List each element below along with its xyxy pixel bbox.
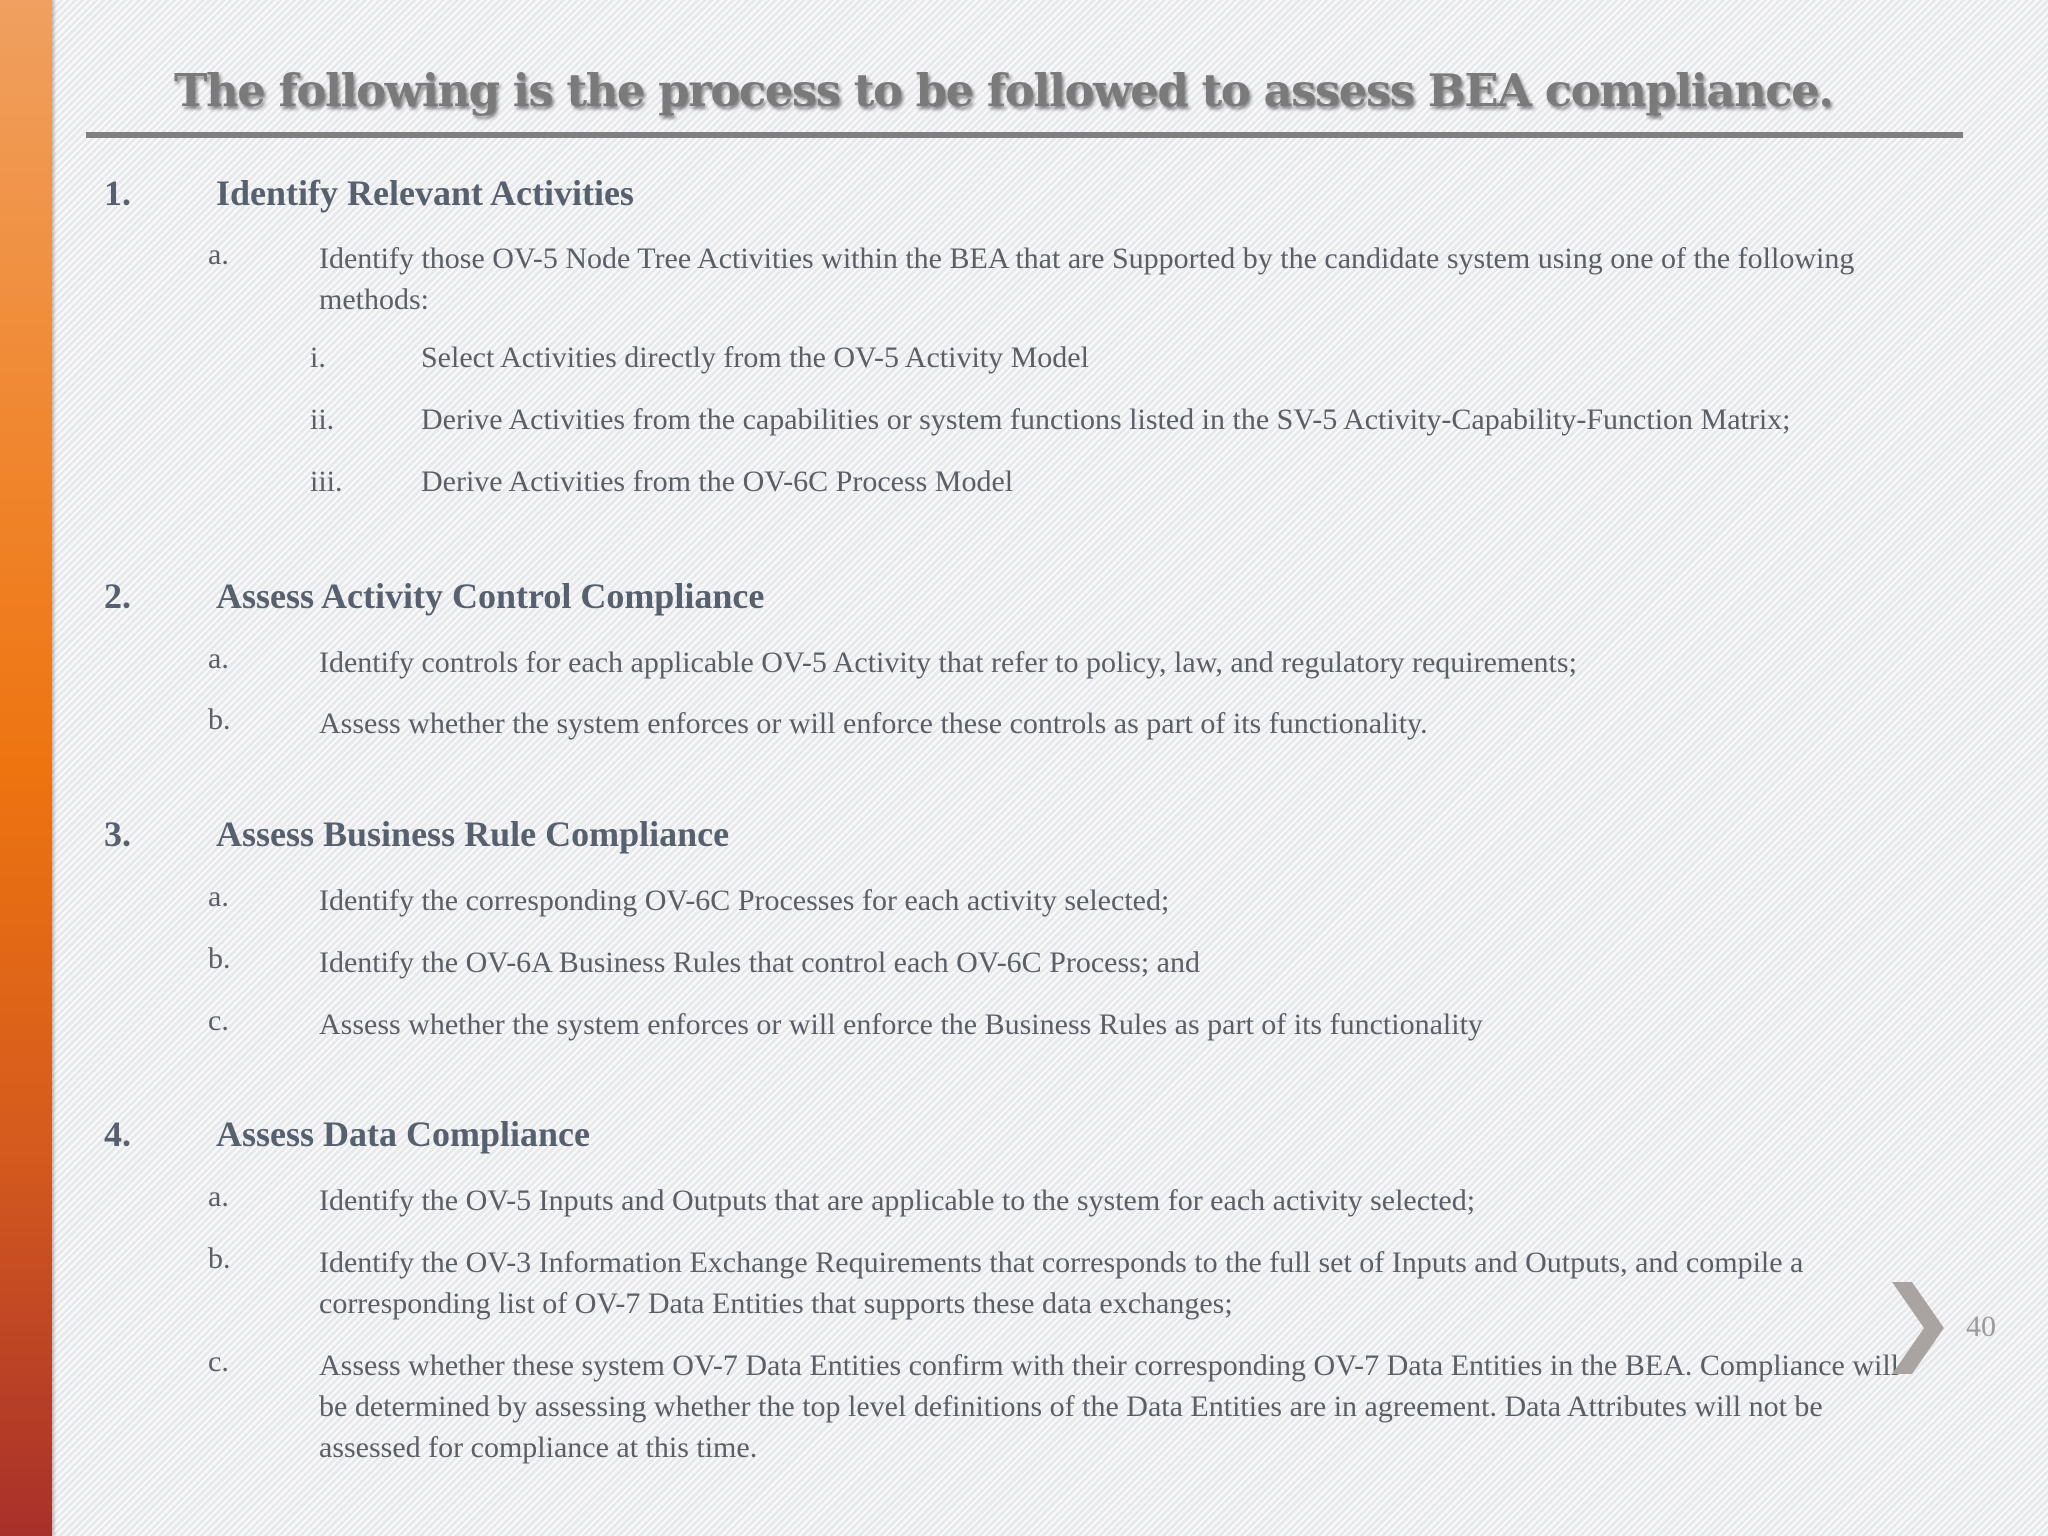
item-text: Assess whether these system OV-7 Data Entities confirm with their corresponding OV-7 Data Entities in the BEA. Compliance will be determined by assessing whether the top level definitions of the Data Entities are in agreement. Data Attributes will not be assessed for compliance at this time. [319, 1349, 1899, 1464]
subitem-text: Select Activities directly from the OV-5 Activity Model [421, 341, 1089, 374]
section-title: Assess Data Compliance [216, 1114, 590, 1154]
item-marker: c. [208, 1004, 229, 1037]
subitem-marker: ii. [310, 403, 335, 436]
chevron-right-icon[interactable] [1888, 1278, 1948, 1378]
section-number: 4. [104, 1114, 131, 1154]
page-number: 40 [1966, 1310, 1996, 1343]
subitem-marker: i. [310, 341, 326, 374]
subitem-marker: iii. [310, 465, 343, 498]
item-text: Assess whether the system enforces or will enforce the Business Rules as part of its functionality [319, 1008, 1483, 1041]
item-marker: b. [208, 942, 231, 975]
item-text: Assess whether the system enforces or will enforce these controls as part of its functionality. [319, 707, 1428, 740]
item-marker: b. [208, 1242, 231, 1275]
section-title: Assess Business Rule Compliance [216, 814, 730, 854]
item-marker: a. [208, 880, 229, 913]
section-title: Assess Activity Control Compliance [216, 576, 765, 616]
subitem-text: Derive Activities from the capabilities or system functions listed in the SV-5 Activity-Capability-Function Matrix; [421, 403, 1791, 436]
item-text: Identify the OV-3 Information Exchange Requirements that corresponds to the full set of Inputs and Outputs, and compile a corresponding list of OV-7 Data Entities that supports these data exchanges; [319, 1246, 1804, 1320]
subitem-text: Derive Activities from the OV-6C Process Model [421, 465, 1014, 498]
item-text: Identify the OV-5 Inputs and Outputs that are applicable to the system for each activity selected; [319, 1184, 1476, 1217]
item-marker: c. [208, 1345, 229, 1378]
section-number: 2. [104, 576, 131, 616]
item-marker: a. [208, 238, 229, 271]
item-marker: b. [208, 703, 231, 736]
section-title: Identify Relevant Activities [216, 173, 634, 213]
item-text: Identify the OV-6A Business Rules that control each OV-6C Process; and [319, 946, 1201, 979]
item-marker: a. [208, 1180, 229, 1213]
section-number: 1. [104, 173, 131, 213]
item-marker: a. [208, 642, 229, 675]
item-text: Identify the corresponding OV-6C Processes for each activity selected; [319, 884, 1170, 917]
item-text: Identify those OV-5 Node Tree Activities within the BEA that are Supported by the candidate system using one of the following methods: [319, 242, 1855, 316]
item-text: Identify controls for each applicable OV-5 Activity that refer to policy, law, and regulatory requirements; [319, 646, 1577, 679]
section-number: 3. [104, 814, 131, 854]
slide-title: The following is the process to be followed to assess BEA compliance. [174, 64, 1833, 117]
